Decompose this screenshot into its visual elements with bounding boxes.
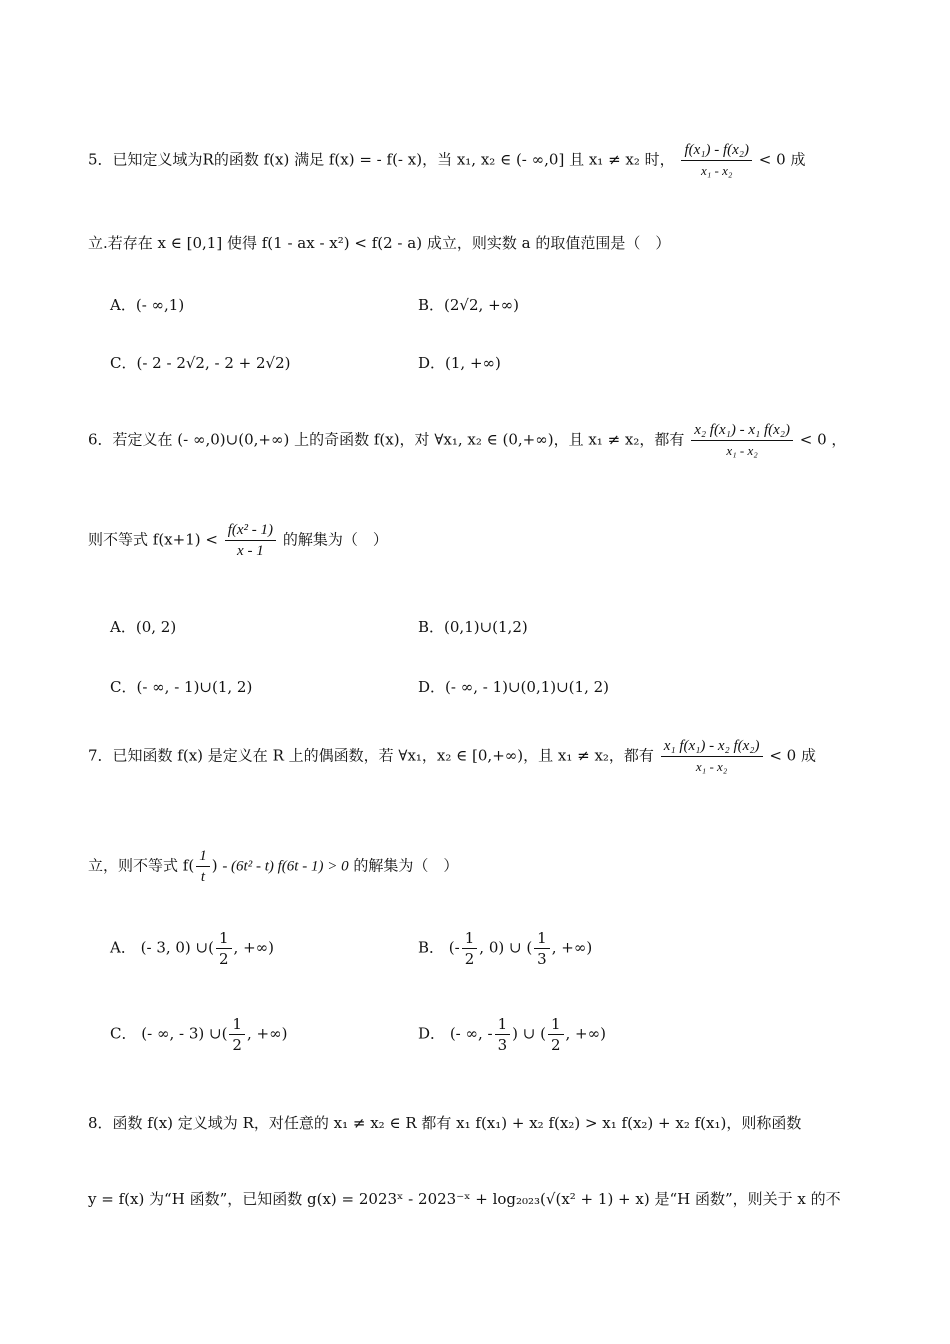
- q7-line1-wrap: [88, 736, 816, 777]
- q6-option-a[interactable]: A．(0, 2): [110, 618, 177, 636]
- q5-fraction: [681, 140, 752, 181]
- q6-line2-fraction: $\frac{\text{f(x² - 1)}}{x - 1}$: [225, 520, 276, 561]
- q6-fraction: [691, 420, 793, 461]
- q8-line2: y = f(x) 为“H 函数”，已知函数 g(x) = 2023ˣ - 2023⁻ˣ + log₂₀₂₃(√(x² + 1) + x) 是“H 函数”，则关于 x 的不: [88, 1190, 841, 1208]
- q5-tail: < 0 成: [758, 150, 806, 169]
- q7-option-c[interactable]: C． (- ∞, - 3) ∪( $\frac{1}{2}$ , +∞): [110, 1015, 288, 1054]
- q7-fraction: [661, 736, 763, 777]
- q5-option-c[interactable]: C．(- 2 - 2√2, - 2 + 2√2): [110, 354, 291, 372]
- q7-option-a[interactable]: A． (- 3, 0) ∪( $\frac{1}{2}$ , +∞): [110, 929, 274, 968]
- q6-option-d[interactable]: D．(- ∞, - 1)∪(0,1)∪(1, 2): [418, 678, 610, 696]
- q5-option-a[interactable]: A．(- ∞,1): [110, 296, 185, 314]
- q6-line1-wrap: [88, 420, 846, 461]
- q5-line1-wrap: [88, 140, 805, 181]
- q7-frac-den: x₁ - x₂: [695, 759, 728, 774]
- q5-option-d[interactable]: D．(1, +∞): [418, 354, 501, 372]
- q7-option-d[interactable]: D． (- ∞, - $\frac{1}{3}$ ) ∪ ( $\frac{1}{2}$ , +∞): [418, 1015, 606, 1054]
- q7-option-b[interactable]: B． (- $\frac{1}{2}$ , 0) ∪ ( $\frac{1}{3}$ , +∞): [418, 929, 593, 968]
- q7-tail: < 0 成: [769, 746, 816, 765]
- q6-option-c[interactable]: C．(- ∞, - 1)∪(1, 2): [110, 678, 253, 696]
- q6-frac-den: x₁ - x₂: [726, 443, 758, 458]
- q7-line2-fraction: $\frac{1}{t}$: [196, 846, 210, 887]
- q7-line2: 立，则不等式 f( $\frac{1}{t}$ ) - (6t² - t) f(6t - 1) > 0 的解集为（ ）: [88, 848, 459, 885]
- q7-frac-num: x₁ f(x₁) - x₂ f(x₂): [661, 736, 763, 757]
- q5-line1: 5．已知定义域为R的函数 f(x) 满足 f(x) = - f(- x)，当 x₁, x₂ ∈ (- ∞,0] 且 x₁ ≠ x₂ 时，: [88, 150, 675, 169]
- q6-line2: 则不等式 f(x+1) < $\frac{\text{f(x² - 1)}}{x - 1}$ 的解集为（ ）: [88, 522, 388, 559]
- q7-line1: 7．已知函数 f(x) 是定义在 R 上的偶函数，若 ∀x₁，x₂ ∈ [0,+∞)，且 x₁ ≠ x₂，都有: [88, 746, 654, 765]
- q5-frac-num: f(x₁) - f(x₂): [681, 140, 752, 161]
- q6-tail: < 0 ，: [799, 430, 847, 449]
- q6-frac-num: x₂ f(x₁) - x₁ f(x₂): [691, 420, 793, 441]
- q8-line1: 8．函数 f(x) 定义域为 R，对任意的 x₁ ≠ x₂ ∈ R 都有 x₁ f(x₁) + x₂ f(x₂) > x₁ f(x₂) + x₂ f(x₁)，则称函数: [88, 1114, 802, 1132]
- q6-line1: 6．若定义在 (- ∞,0)∪(0,+∞) 上的奇函数 f(x)，对 ∀x₁, x₂ ∈ (0,+∞)，且 x₁ ≠ x₂，都有: [88, 430, 685, 449]
- q5-line2: 立.若存在 x ∈ [0,1] 使得 f(1 - ax - x²) < f(2 - a) 成立，则实数 a 的取值范围是（ ）: [88, 234, 671, 252]
- q5-option-b[interactable]: B．(2√2, +∞): [418, 296, 519, 314]
- q6-option-b[interactable]: B．(0,1)∪(1,2): [418, 618, 528, 636]
- q5-frac-den: x₁ - x₂: [701, 163, 733, 178]
